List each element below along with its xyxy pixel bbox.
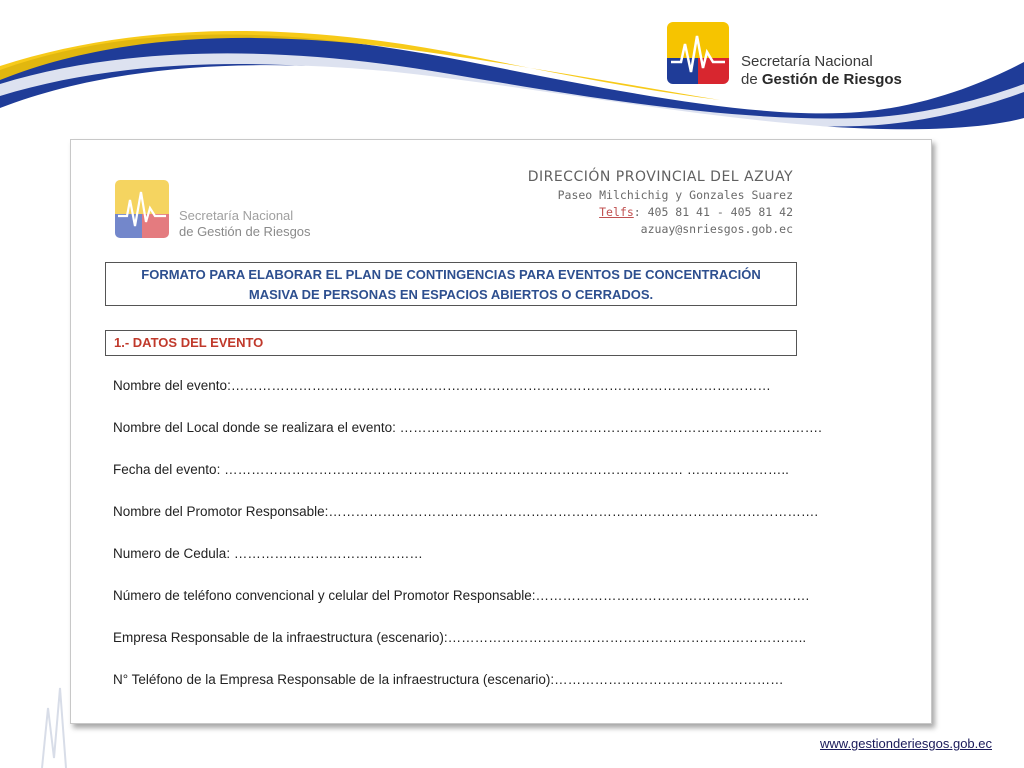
- field-event-date: Fecha del evento: ………………………………………………………………………………………… …………………..: [113, 462, 789, 477]
- email: azuay@snriesgos.gob.ec: [640, 222, 793, 236]
- direction-title: DIRECCIÓN PROVINCIAL DEL AZUAY: [527, 169, 793, 185]
- form-title-line1: FORMATO PARA ELABORAR EL PLAN DE CONTINGENCIAS PARA EVENTOS DE CONCENTRACIÓN: [141, 267, 761, 282]
- field-company-phone: N° Teléfono de la Empresa Responsable de la infraestructura (escenario):……………………………………………: [113, 672, 784, 687]
- header-org-line2: de Gestión de Riesgos: [741, 71, 902, 88]
- field-promoter-name: Nombre del Promotor Responsable:……………………………………………………………………………………………….: [113, 504, 819, 519]
- phones: Telfs: 405 81 41 - 405 81 42: [599, 205, 793, 219]
- form-title-box: [105, 262, 797, 306]
- document-org-info: [528, 169, 793, 236]
- header-logo: [667, 22, 967, 92]
- form-title-line2: MASIVA DE PERSONAS EN ESPACIOS ABIERTOS O CERRADOS.: [248, 287, 654, 302]
- document-logo: [115, 180, 355, 244]
- field-promoter-phone: Número de teléfono convencional y celular del Promotor Responsable:…………………………………………………….: [113, 588, 810, 603]
- snr-logo-small-icon: [115, 180, 169, 238]
- watermark-pulse-icon: [34, 668, 74, 768]
- field-id-number: Numero de Cedula: ……………………………………: [113, 546, 423, 561]
- section-header: 1.- DATOS DEL EVENTO: [105, 330, 797, 356]
- document-page: [70, 139, 932, 724]
- snr-logo-icon: [667, 22, 729, 84]
- document-logo-line2: de Gestión de Riesgos: [179, 224, 311, 239]
- document-logo-line1: Secretaría Nacional: [179, 208, 294, 223]
- field-venue-name: Nombre del Local donde se realizara el evento: ………………………………………………………………………………….: [113, 420, 822, 435]
- address: Paseo Milchichig y Gonzales Suarez: [557, 188, 793, 202]
- field-event-name: Nombre del evento:…………………………………………………………………………………………………………: [113, 378, 771, 393]
- footer-website-link[interactable]: www.gestionderiesgos.gob.ec: [820, 736, 992, 751]
- field-infrastructure-company: Empresa Responsable de la infraestructura (escenario):……………………………………………………………………..: [113, 630, 807, 645]
- header-org-line1: Secretaría Nacional: [741, 53, 873, 70]
